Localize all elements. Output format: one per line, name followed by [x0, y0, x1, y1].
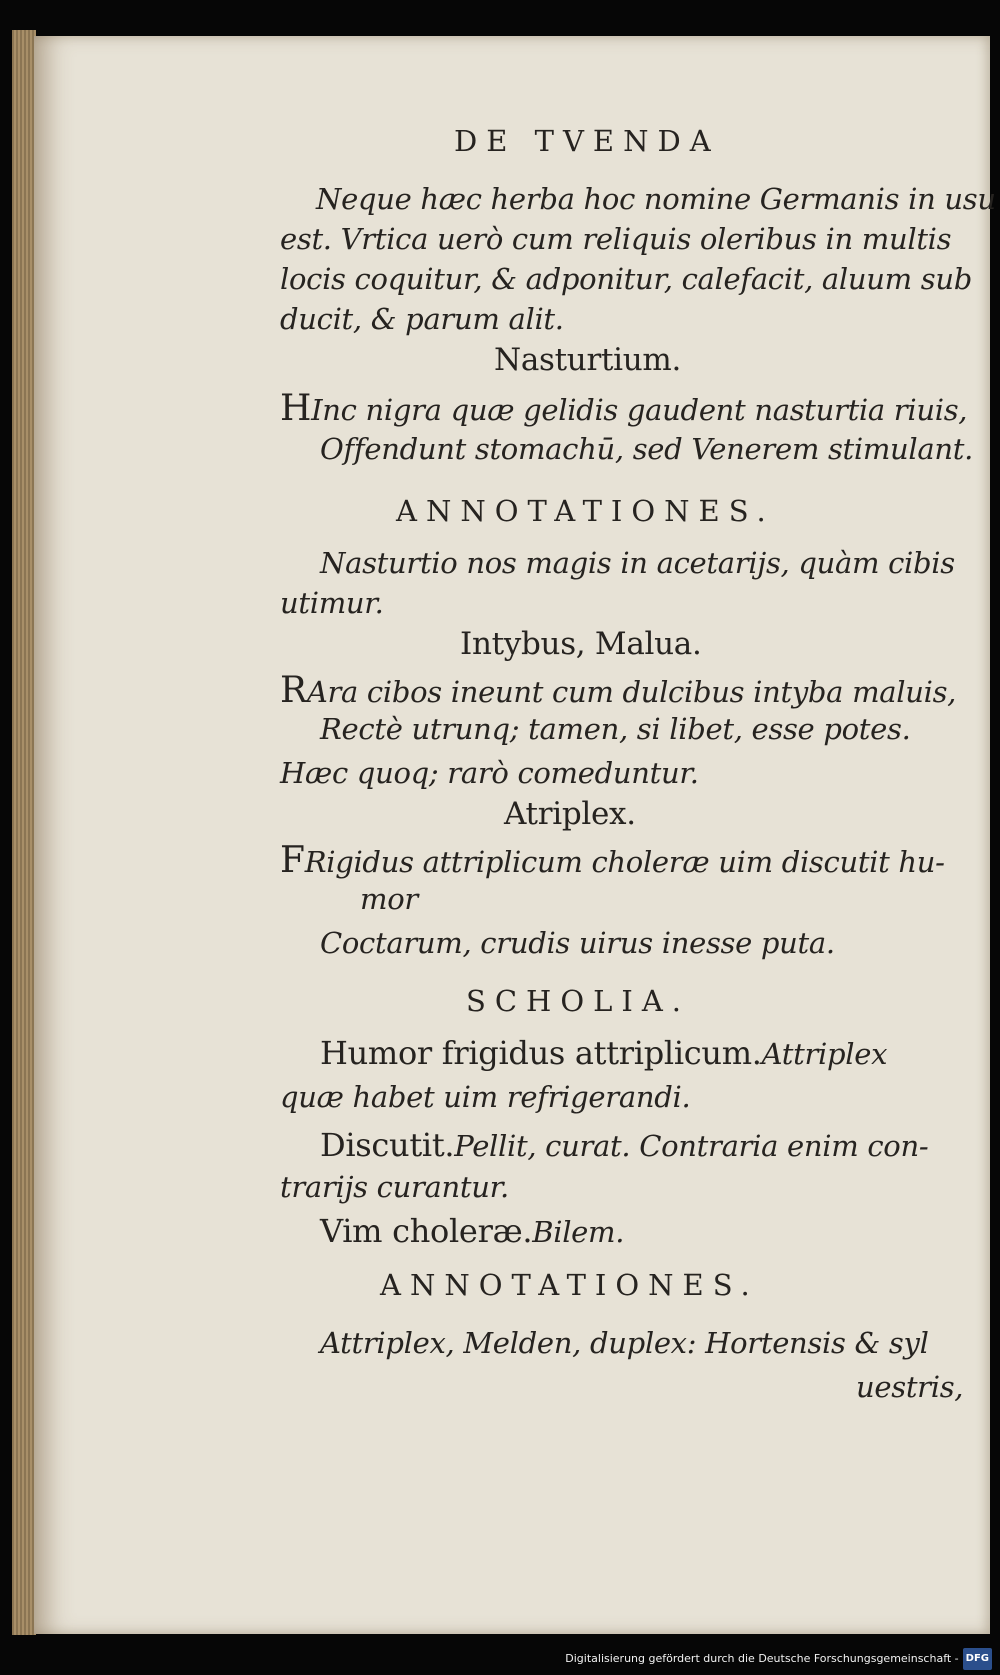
- verse-nasturtium-1: [280, 388, 967, 429]
- verse-text: Rigidus attriplicum choleræ uim discutit hu-: [304, 845, 945, 879]
- dfg-logo: DFG: [963, 1648, 992, 1670]
- verse-intybus-2: Rectè utrunq; tamen, si libet, esse potes.: [320, 712, 911, 746]
- annotationes-heading-2: ANNOTATIONES.: [380, 1268, 759, 1302]
- verse-atriplex-2: Coctarum, crudis uirus inesse puta.: [320, 926, 835, 960]
- annotation-line-2: utimur.: [280, 586, 384, 620]
- gloss: Pellit, curat. Contraria enim con-: [454, 1129, 929, 1163]
- heading-atriplex: Atriplex.: [504, 796, 636, 832]
- lemma: Vim choleræ.: [320, 1212, 533, 1250]
- verse-text: Inc nigra quæ gelidis gaudent nasturtia riuis,: [311, 393, 968, 427]
- digitization-footer: [565, 1649, 992, 1669]
- book-page: [34, 36, 996, 1634]
- drop-cap-r: R: [280, 670, 307, 711]
- paragraph-line-1: Neque hæc herba hoc nomine Germanis in usu: [316, 182, 996, 216]
- page-text: [34, 36, 996, 1634]
- lemma: Discutit.: [320, 1126, 455, 1164]
- annotationes-heading-1: ANNOTATIONES.: [396, 494, 775, 528]
- gloss: Bilem.: [532, 1215, 625, 1249]
- verse-intybus-3: Hæc quoq; rarò comeduntur.: [280, 756, 699, 790]
- footer-text: Digitalisierung gefördert durch die Deutsche Forschungsgemeinschaft -: [565, 1652, 959, 1665]
- scholia-line-1: [320, 1034, 887, 1072]
- scholia-line-2: quæ habet uim refrigerandi.: [280, 1080, 691, 1114]
- lemma: Humor frigidus attriplicum.: [320, 1034, 762, 1072]
- drop-cap-f: F: [280, 840, 305, 881]
- running-head: DE TVENDA: [454, 124, 720, 158]
- annotation-line-3: Attriplex, Melden, duplex: Hortensis & syl: [320, 1326, 929, 1360]
- paragraph-line-2: est. Vrtica uerò cum reliquis oleribus in multis: [280, 222, 952, 256]
- verse-text: Ara cibos ineunt cum dulcibus intyba maluis,: [306, 675, 957, 709]
- paragraph-line-4: ducit, & parum alit.: [280, 302, 564, 336]
- drop-cap-h: H: [280, 388, 312, 429]
- scholia-line-4: trarijs curantur.: [280, 1170, 509, 1204]
- scholia-heading: SCHOLIA.: [466, 984, 690, 1018]
- paragraph-line-3: locis coquitur, & adponitur, calefacit, aluum sub: [280, 262, 972, 296]
- verse-atriplex-1b: mor: [360, 882, 418, 916]
- annotation-line-1: Nasturtio nos magis in acetarijs, quàm cibis: [320, 546, 955, 580]
- verse-atriplex-1: [280, 840, 945, 881]
- scholia-line-3: [320, 1126, 928, 1164]
- verse-nasturtium-2: Offendunt stomachū, sed Venerem stimulant.: [320, 432, 974, 466]
- catchword: uestris,: [856, 1370, 964, 1404]
- page-edge-leaves: [12, 30, 36, 1635]
- heading-nasturtium: Nasturtium.: [494, 342, 682, 378]
- gloss: Attriplex: [761, 1037, 888, 1071]
- scholia-line-5: [320, 1212, 624, 1250]
- verse-intybus-1: [280, 670, 956, 711]
- heading-intybus: Intybus, Malua.: [460, 626, 702, 662]
